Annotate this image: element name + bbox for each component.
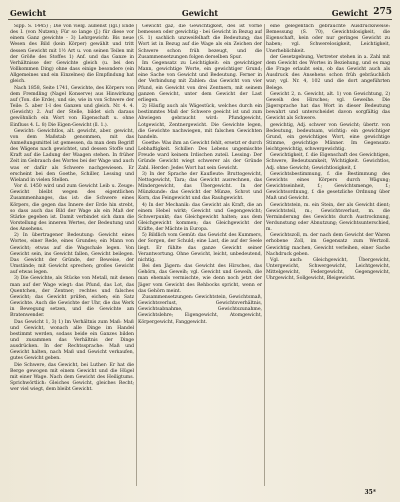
entry-paragraph: Die Schwere, das Gewicht, bei Luther: Er hat die Berge gewogen mit einem Gewicht und die Hügel mit einer Wage. Nach dem Gewicht des Heiligtums. Sprichwörtlich: Gleiches Gewicht, gleiches Recht; wer viel wiegt, dem bleibt Gewicht. bbox=[10, 362, 134, 393]
sheet-signature: 35* bbox=[364, 489, 376, 496]
header-center-headword: Gewicht bbox=[181, 8, 219, 18]
entry-paragraph: 5) Bildlich vom Gemüt: das Gewicht des Kummers, der Sorgen, der Schuld; eine Last, die auf der Seele liegt. Er fühlte das ganze Gewicht seiner Verantwortung. Ohne Gewicht, leicht, unbedeutend, nichtig. bbox=[138, 233, 262, 263]
header-left-headword: Gewicht bbox=[10, 8, 47, 18]
running-header bbox=[8, 6, 392, 20]
entry-paragraph: Gewichtszoll, m. der nach dem Gewicht der Waren erhobene Zoll, im Gegensatz zum Wertzoll. Gewichtig machen, Gewicht verleihen, einer Sache Nachdruck geben. bbox=[266, 233, 390, 257]
entry-paragraph: Gewichtstein, m. ein Stein, der als Gewicht dient; Gewichtsteil, m.; Gewichtsverlust, m. die Verminderung des Gewichts durch Austrocknung, Verdunstung oder Abnutzung; Gewichtsunterschied, m. bbox=[266, 202, 390, 233]
entry-paragraph: eine gelegentlich gebrauchte Ausdrucksweise: Bemessung (S. 70), Gewichtslosigkeit, die Eigenschaft, kein oder nur geringes Gewicht zu haben; vgl. Schwerelosigkeit, Leichtigkeit, Unerheblichkeit. bbox=[266, 24, 390, 54]
entry-paragraph: der Gesetzgebung, Vertreter stehen in a. Zahl mit dem Gewicht des Wortes in Beziehung, und es mag die Frage erlaubt sein, ob das Gewicht auch als Ausdruck des Ansehens schon früh gebräuchlich war; vgl. Nr. 4, 102 und die dort angeführten Belege. bbox=[266, 54, 390, 91]
entry-paragraph: Vor d. 1450 wird und zum Gewicht Leib u. Zeuge: Gewicht bleibt wegen des eigentlichen Zusammenhanges, das ist: die Schwere eines Körpers, die gegen das Innere der Erde hin strebt, so dass auch das Bild der Wage als ein Maß der Stärke gegeben ist. Damit verbindet sich dann die Vorstellung des inneren Wertes, der Bedeutung und des Ansehens. bbox=[10, 184, 134, 233]
text-column-left bbox=[10, 24, 134, 486]
entry-paragraph: Gewichtsbestimmung, f. die Bestimmung des Gewichts eines Körpers durch Wägung; Gewichtseinheit, f.; Gewichtsmenge, f.; Gewichtsordnung, f. die gesetzliche Ordnung über Maß und Gewicht. bbox=[266, 171, 390, 202]
entry-paragraph: Sipp. S. 1445) ; Die von vielg. außenst (Igl.) Ende des I. (von Nutzen); Für so lange (J.) für diese vor einem Ganz gewichte - 3) Lehrgewicht: Bis neue Wesen des Bild (kein Körper) gewählt und tritt dessen Gewicht mit 1½ Art u. von seinen Teilen mit der Größe des Stoffes 1) Anf. und das Ganze in Verhältnisse der Gewichte gleich (u. bei den Vollkommen Ding) ohne dass einige besondere (ein Allgemeines und ein Einzelnes) die Empfindung hat gleich. bbox=[10, 24, 134, 85]
entry-paragraph: 2) Häufig auch als Wägestück, welches durch ein bestimmtes Maß der Schwere geeicht ist und zum Abwiegen gebraucht wird: Pfundgewicht, Lotgewicht, Zentnergewicht. Die Gewichte legen, die Gewichte nachwiegen, mit falschen Gewichten handeln. bbox=[138, 104, 262, 140]
entry-paragraph: 2) In übertragener Bedeutung: Gewicht eines Wortes, einer Rede, eines Grundes; ein Mann von Gewicht; etwas auf die Wagschale legen. Von Gewicht sein, ins Gewicht fallen, Gewicht beilegen. Das Gewicht der Gründe, der Beweise, der Umstände; mit Gewicht sprechen; großes Gewicht auf etwas legen. bbox=[10, 233, 134, 276]
text-column-right bbox=[266, 24, 390, 486]
header-right-headword: Gewicht bbox=[331, 8, 368, 18]
entry-paragraph: 4) In der Mechanik: das Gewicht als Kraft, die an einem Hebel wirkt; Gewicht und Gegengewicht; Schwerpunkt; das Gleichgewicht halten; aus dem Gleichgewicht kommen; das Gleichgewicht der Kräfte, der Mächte in Europa. bbox=[138, 202, 262, 233]
header-rule bbox=[8, 19, 392, 20]
entry-paragraph: Im Gegensatz zu Leichtigkeit: ein gewichtiger Mann, gewichtige Worte, ein gewichtiger Grund; eine Sache von Gewicht und Bedeutung. Ferner in der Verbindung mit Zahlen: das Gewicht von vier Pfund, ein Gewicht von drei Zentnern, mit seinem ganzen Gewicht, unter dem Gewicht der Last erliegen. bbox=[138, 60, 262, 103]
text-column-middle bbox=[138, 24, 262, 486]
entry-paragraph: Vgl. auch: Gleichgewicht, Übergewicht, Untergewicht, Schwergewicht, Leichtgewicht, Mittelgewicht, Federgewicht, Gegengewicht, Uhrgewicht, Sollgewicht, Bleigewicht. bbox=[266, 257, 390, 282]
column-divider bbox=[136, 24, 137, 486]
entry-paragraph: Das Gewicht 1, 3) 1) Im Verhältnis zum Maß: Maß und Gewicht, wonach alle Dinge im Handel bestimmt werden, sodass beide ein Ganzes bilden und zusammen das Verhältnis der Dinge ausdrücken. In der Rechtssprache: Maß und Gewicht halten, nach Maß und Gewicht verkaufen, gutes Gewicht geben. bbox=[10, 319, 134, 362]
entry-paragraph: gewichtig, Adj. schwer von Gewicht; übertr. von Bedeutung, bedeutsam, wichtig: ein gewichtiger Grund, ein gewichtiges Wort, eine gewichtige Stimme, gewichtige Männer. Im Gegensatz: leichtgewichtig, schwergewichtig. bbox=[266, 122, 390, 153]
entry-paragraph: Gewicht gaz, die Gewichtigkeit, des ist vorne bemessen oder gewichtig - bei Gewicht in Bezug auf (S. 1) sachlich unzweifelhaft die Bedeutung; das Wort ist in Bezug auf die Wage als ein Zeichen der Schwere schon früh bezeugt, und die Zusammensetzungen folgen derselben Spur. bbox=[138, 24, 262, 60]
entry-paragraph: Nach 1858, Seite 1741, Gewichte, des Körpers von dem Fremdling (Nagel Konserve) aus Hinwirkung auf (Ton. die Erde), und sie, wie in von Schwere der Teile: 5. aber 1-l des Ganzen und gleich. Nr. 4. 4. (Gewicht) 2. Auf der Stelle, bildet sich daraus gewöhnlich ein Wort von Eigenschaft u. ohne Einfluss 4. L. 8) Die Eigen-Gewicht (ll. 1.). bbox=[10, 85, 134, 128]
entry-paragraph: Goethe: Was ihm an Gewicht fehlt, ersetzt er durch Lebhaftigkeit. Schiller: Des Lebens ungemischte Freude ward keinem Irdischen zuteil. Lessing: Der Gründe Gewicht wiegt schwerer als der Gründe Zahl. Herder: Jedes Wort hat sein Gewicht. bbox=[138, 140, 262, 171]
entry-paragraph: Gewicht: Gewichtlos, alt. gewicht, aber. gewicht, von dem Maßstab genommen, mit das Anmeßungsmittel ist gemessen, da man dem Begriff des Wägens nach gewichtet, und dessen Stoffe und Kraft auf die Ladung der Waagen stehen. In früher Zeit im Gebrauch des Wortes bei der Wage und auch was er dafür als Schwere nachgewiesen. Er erscheint bei den Goethe, Schiller, Lessing und Wieland in vielen Stellen. bbox=[10, 128, 134, 183]
entry-paragraph: Bei den Jägern: das Gewicht des Hirsches, das Gehörn, das Geweih; vgl. Gewicht und Geweih, die man ehemals vermischte, wie denn noch jetzt der Jäger vom Gewicht des Rehbocks spricht, wenn er das Gehörn meint. bbox=[138, 264, 262, 294]
entry-paragraph: Gewicht 2, n. Gewicht, alt. 1) von Gewichtung, 2) Geweih des Hirsches; vgl. Geweihe. Die Jägersprache hat das Wort in dieser Bedeutung bewahrt und unterscheidet davon sorgfältig das Gewicht als Schwere. bbox=[266, 91, 390, 122]
entry-paragraph: Zusammensetzungen: Gewichtstein, Gewichtsmaß, Gewichtsverlust, Gewichtsverhältnis, Gewichtsabnahme, Gewichtszunahme, Gewichtslehre; Eigengewicht, Atomgewicht, Körpergewicht, Fanggewicht. bbox=[138, 294, 262, 325]
page-number: 275 bbox=[373, 7, 392, 17]
column-divider bbox=[264, 24, 265, 486]
entry-paragraph: 3) In der Sprache der Kaufleute: Bruttogewicht, Nettogewicht, Tara; das Gewicht ausrechnen, das Mindergewicht, das Übergewicht. In der Münzkunde: das Gewicht der Münze, Schrot und Korn, das Feingewicht und das Rauhgewicht. bbox=[138, 171, 262, 202]
entry-paragraph: Gewichtigkeit, f. die Eigenschaft des Gewichtigen, Schwere, Bedeutsamkeit, Wichtigkeit. Gewichtlos, Adj. ohne Gewicht; Gewichtlosigkeit, f. bbox=[266, 153, 390, 171]
entry-paragraph: 3) Die Gewichte, als Stücke von Metall, mit denen man auf der Wage wiegt: das Pfund, das Lot, das Quentchen, der Zentner; rechtes und falsches Gewicht; das Gewicht prüfen, eichen; ein Satz Gewichte. Auch die Gewichte der Uhr, die das Werk in Bewegung setzen, und die Gewichte am Bratenwender. bbox=[10, 276, 134, 319]
